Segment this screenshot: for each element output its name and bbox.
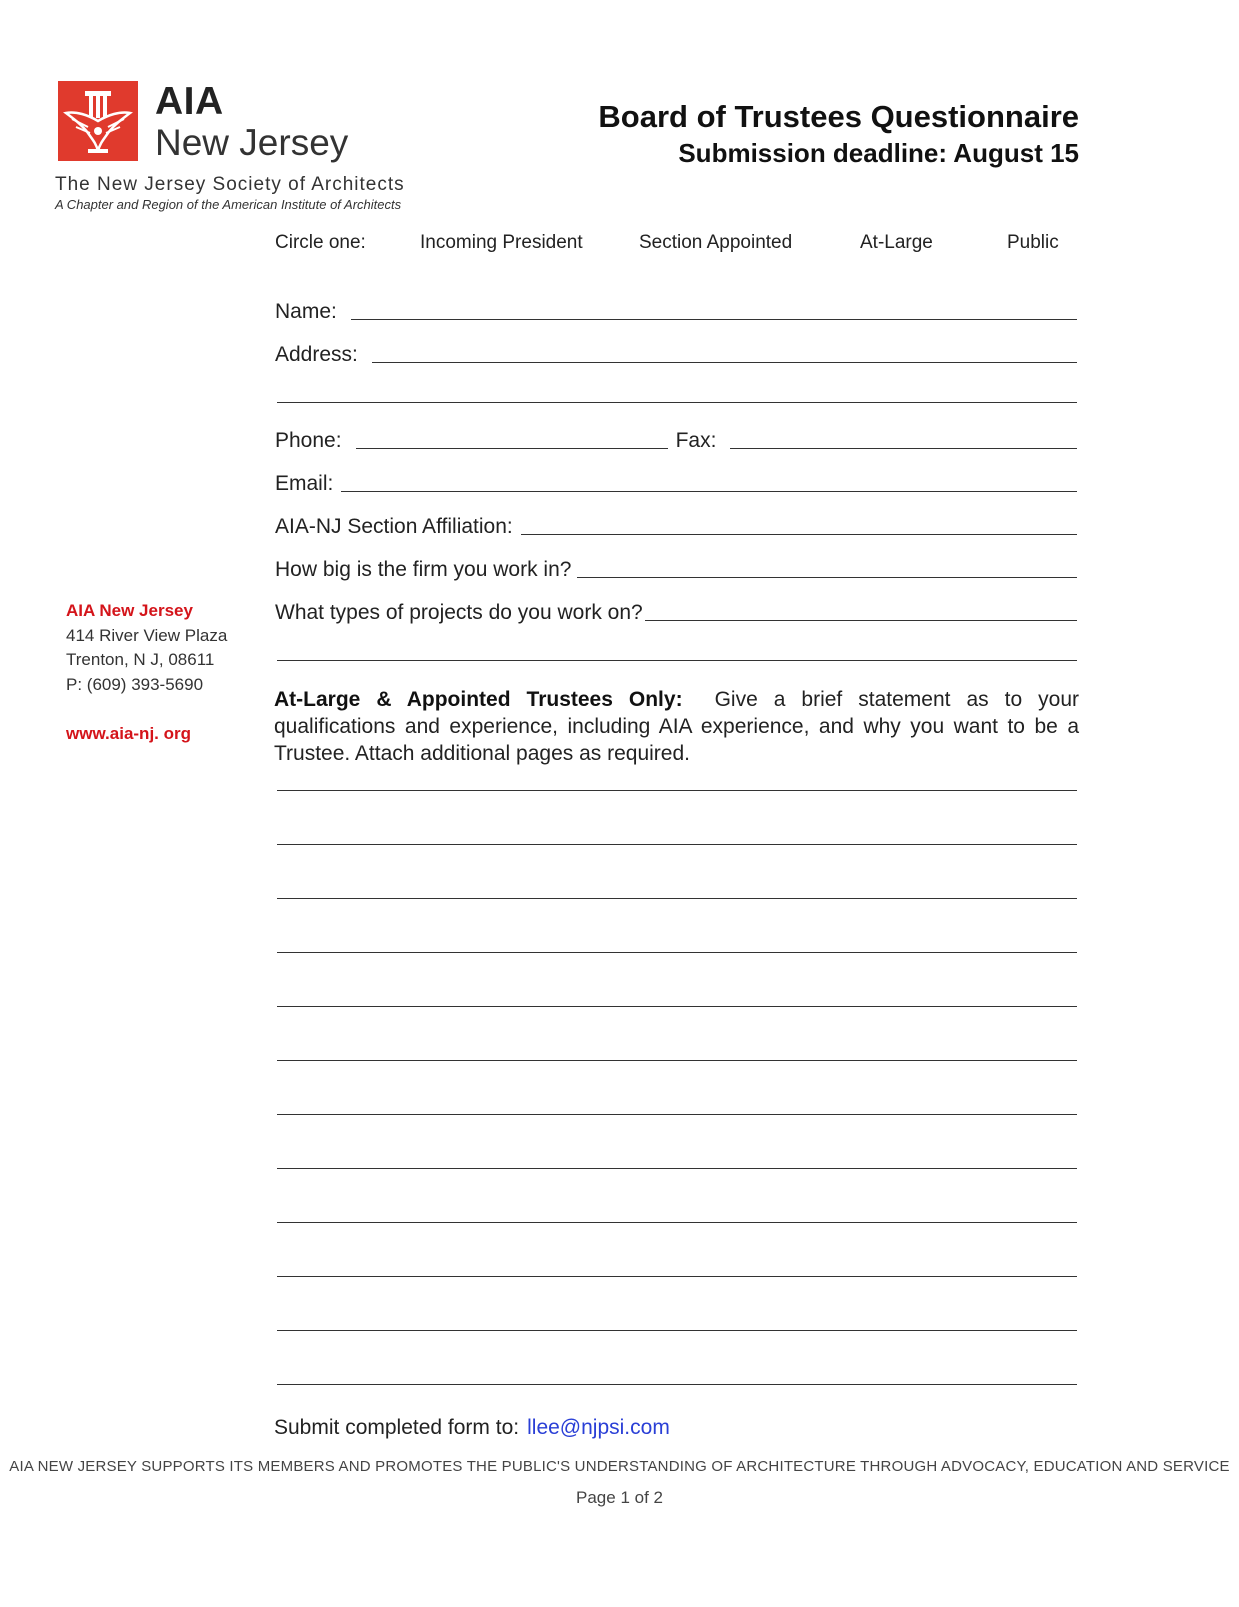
answer-line[interactable] <box>277 1276 1077 1277</box>
address-row <box>275 339 1077 367</box>
answer-line[interactable] <box>277 1384 1077 1385</box>
address-field-line2[interactable] <box>277 402 1077 403</box>
chapter-tagline: A Chapter and Region of the American Institute of Architects <box>55 197 402 212</box>
sidebar-website-link[interactable]: www.aia-nj. org <box>66 724 191 743</box>
aia-logo-mark <box>58 81 138 161</box>
phone-fax-row <box>275 425 1077 453</box>
answer-line[interactable] <box>277 1222 1077 1223</box>
address-label: Address: <box>275 343 358 366</box>
submission-deadline: Submission deadline: August 15 <box>678 138 1079 168</box>
answer-line[interactable] <box>277 1006 1077 1007</box>
answer-line[interactable] <box>277 898 1077 899</box>
eagle-column-icon <box>58 81 138 161</box>
name-field[interactable] <box>351 319 1077 320</box>
sidebar-address-line1: 414 River View Plaza <box>66 626 228 645</box>
page-title: Board of Trustees Questionnaire <box>598 99 1079 134</box>
name-row <box>275 296 1077 324</box>
statement-instructions <box>274 686 1079 767</box>
circle-one-label: Circle one: <box>275 232 366 253</box>
section-label: AIA-NJ Section Affiliation: <box>275 515 513 538</box>
fax-label: Fax: <box>675 429 717 452</box>
logo-text-new-jersey: New Jersey <box>155 122 349 163</box>
email-label: Email: <box>275 472 334 495</box>
email-field[interactable] <box>341 491 1077 492</box>
address-field[interactable] <box>372 362 1077 363</box>
email-row <box>275 468 1077 496</box>
option-section-appointed[interactable]: Section Appointed <box>639 232 793 253</box>
sidebar-phone: P: (609) 393-5690 <box>66 675 204 694</box>
logo-text-aia: AIA <box>155 80 224 123</box>
submit-email-link[interactable]: llee@njpsi.com <box>527 1416 670 1439</box>
projects-field[interactable] <box>645 620 1077 621</box>
option-public[interactable]: Public <box>1007 232 1059 253</box>
name-label: Name: <box>275 300 337 323</box>
footer-mission: AIA NEW JERSEY SUPPORTS ITS MEMBERS AND PROMOTES THE PUBLIC'S UNDERSTANDING OF ARCHITECTURE THROUGH ADVOCACY, EDUCATION AND SERVICE <box>9 1458 1230 1475</box>
statement-lead: At-Large & Appointed Trustees Only: <box>274 688 683 711</box>
phone-field[interactable] <box>356 448 668 449</box>
answer-line[interactable] <box>277 952 1077 953</box>
projects-label: What types of projects do you work on? <box>275 601 643 624</box>
section-row <box>275 511 1077 539</box>
option-incoming-president[interactable]: Incoming President <box>420 232 583 253</box>
page-number: Page 1 of 2 <box>576 1488 663 1507</box>
phone-label: Phone: <box>275 429 342 452</box>
answer-line[interactable] <box>277 844 1077 845</box>
projects-field-line2[interactable] <box>277 660 1077 661</box>
fax-field[interactable] <box>730 448 1077 449</box>
submit-label: Submit completed form to: <box>274 1416 520 1439</box>
answer-line[interactable] <box>277 1060 1077 1061</box>
sidebar-org-name: AIA New Jersey <box>66 601 193 620</box>
answer-line[interactable] <box>277 1330 1077 1331</box>
firm-size-label: How big is the firm you work in? <box>275 558 572 581</box>
submit-instructions <box>274 1416 670 1440</box>
answer-line[interactable] <box>277 1114 1077 1115</box>
answer-line[interactable] <box>277 1168 1077 1169</box>
firm-size-field[interactable] <box>577 577 1077 578</box>
option-at-large[interactable]: At-Large <box>860 232 933 253</box>
section-field[interactable] <box>521 534 1077 535</box>
sidebar-address-line2: Trenton, N J, 08611 <box>66 650 215 669</box>
firm-size-row <box>275 554 1077 582</box>
society-name: The New Jersey Society of Architects <box>55 174 405 195</box>
statement-text: Give a brief statement as to your qualifications and experience, including AIA experience, and why you want to be a Trustee. Attach additional pages as required. <box>274 688 1079 765</box>
projects-row <box>275 597 1077 625</box>
answer-line[interactable] <box>277 790 1077 791</box>
